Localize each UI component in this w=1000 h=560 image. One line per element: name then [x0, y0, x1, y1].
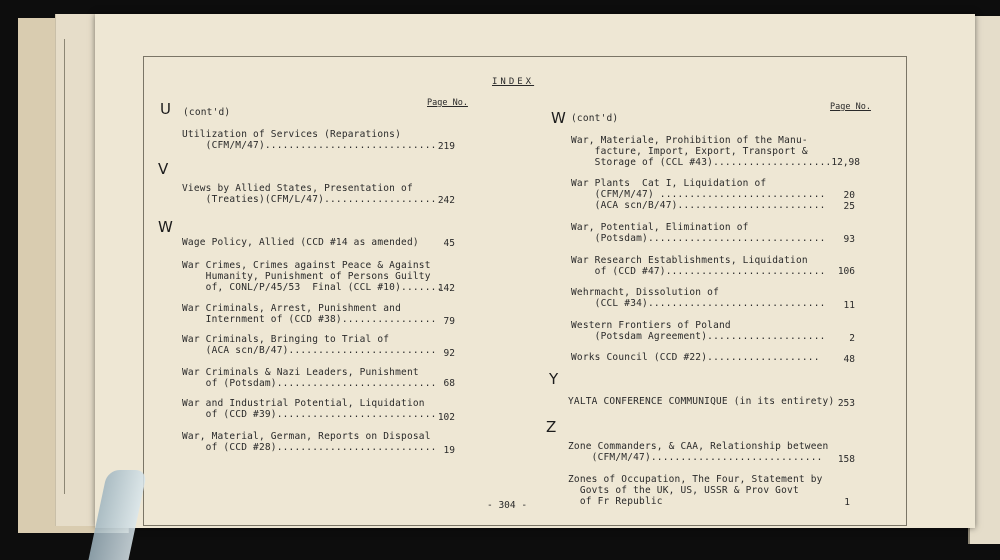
entry-zones-occupation-line2: Govts of the UK, US, USSR & Prov Govt [568, 485, 799, 496]
entry-war-material-line1: War, Material, German, Reports on Disposal [182, 431, 431, 442]
entry-war-plants-page: 20 [843, 190, 855, 201]
entry-views-line2: (Treaties)(CFM/L/47)................... [182, 194, 437, 205]
entry-zone-commanders-page: 158 [837, 454, 855, 465]
entry-utilization-line2: (CFM/M/47)............................. [182, 140, 437, 151]
section-letter-u: U [160, 100, 171, 118]
entry-utilization-line1: Utilization of Services (Reparations) [182, 129, 402, 140]
entry-yalta-line1: YALTA CONFERENCE COMMUNIQUE (in its entirety) [568, 396, 835, 407]
underlying-page-rule [64, 39, 65, 494]
entry-zone-commanders-line1: Zone Commanders, & CAA, Relationship between [568, 441, 829, 452]
entry-war-material-line2: of (CCD #28)........................... [182, 442, 437, 453]
section-letter-w: W [158, 218, 173, 236]
entry-nazi-leaders-page: 68 [443, 378, 455, 389]
entry-war-plants-page2: 25 [843, 201, 855, 212]
entry-wehrmacht-line2: (CCL #34).............................. [571, 298, 826, 309]
entry-war-crimes-line3: of, CONL/P/45/53 Final (CCL #10)....... [182, 282, 443, 293]
entry-works-council-line1: Works Council (CCD #22)................... [571, 352, 820, 363]
entry-industrial-potential-page: 102 [437, 412, 455, 423]
entry-war-crimes-line2: Humanity, Punishment of Persons Guilty [182, 271, 431, 282]
entry-nazi-leaders-line1: War Criminals & Nazi Leaders, Punishment [182, 367, 419, 378]
entry-war-plants-line3: (ACA scn/B/47)......................... [571, 200, 826, 211]
section-cont-u: (cont'd) [183, 107, 231, 118]
entry-war-potential-page: 93 [843, 234, 855, 245]
section-letter-v: V [158, 160, 169, 178]
entry-war-material-page: 19 [443, 445, 455, 456]
entry-war-crimes-line1: War Crimes, Crimes against Peace & Against [182, 260, 431, 271]
entry-war-potential-line1: War, Potential, Elimination of [571, 222, 749, 233]
entry-war-criminals-arrest-line1: War Criminals, Arrest, Punishment and [182, 303, 402, 314]
section-letter-z: Z [546, 418, 557, 436]
entry-views-page: 242 [437, 195, 455, 206]
entry-utilization-page: 219 [437, 141, 455, 152]
entry-wage-page: 45 [443, 238, 455, 249]
page-number-footer: - 304 - [487, 500, 528, 511]
entry-war-materiale-page: 12,98 [831, 157, 860, 168]
entry-zone-commanders-line2: (CFM/M/47)............................. [568, 452, 823, 463]
entry-war-crimes-page: 142 [437, 283, 455, 294]
entry-war-materiale-line2: facture, Import, Export, Transport & [571, 146, 808, 157]
entry-works-council-page: 48 [843, 354, 855, 365]
entry-war-research-line2: of (CCD #47)........................... [571, 266, 826, 277]
entry-wehrmacht-line1: Wehrmacht, Dissolution of [571, 287, 719, 298]
entry-industrial-potential-line1: War and Industrial Potential, Liquidation [182, 398, 425, 409]
entry-nazi-leaders-line2: of (Potsdam)........................... [182, 378, 437, 389]
entry-wage-line1: Wage Policy, Allied (CCD #14 as amended) [182, 237, 419, 248]
section-letter-y: Y [549, 370, 559, 388]
entry-war-criminals-arrest-page: 79 [443, 316, 455, 327]
page-title: INDEX [492, 77, 535, 87]
entry-zones-occupation-page: 1 [844, 497, 850, 508]
index-page [95, 14, 975, 528]
entry-western-frontiers-page: 2 [849, 333, 855, 344]
entry-war-research-line1: War Research Establishments, Liquidation [571, 255, 808, 266]
page-no-header-right: Page No. [830, 102, 871, 112]
entry-war-plants-line1: War Plants Cat I, Liquidation of [571, 178, 767, 189]
section-letter-w-cont: W [551, 109, 566, 127]
entry-wehrmacht-page: 11 [843, 300, 855, 311]
entry-war-criminals-arrest-line2: Internment of (CCD #38)................ [182, 314, 437, 325]
section-cont-w: (cont'd) [571, 113, 619, 124]
entry-western-frontiers-line2: (Potsdam Agreement).................... [571, 331, 826, 342]
entry-war-potential-line2: (Potsdam).............................. [571, 233, 826, 244]
entry-war-materiale-line1: War, Materiale, Prohibition of the Manu- [571, 135, 808, 146]
page-no-header-left: Page No. [427, 98, 468, 108]
entry-yalta-page: 253 [837, 398, 855, 409]
entry-industrial-potential-line2: of (CCD #39)........................... [182, 409, 437, 420]
entry-zones-occupation-line1: Zones of Occupation, The Four, Statement by [568, 474, 823, 485]
entry-zones-occupation-line3: of Fr Republic [568, 496, 663, 507]
entry-war-materiale-line3: Storage of (CCL #43).................... [571, 157, 832, 168]
entry-war-research-page: 106 [837, 266, 855, 277]
entry-war-criminals-trial-line1: War Criminals, Bringing to Trial of [182, 334, 390, 345]
entry-views-line1: Views by Allied States, Presentation of [182, 183, 413, 194]
entry-war-criminals-trial-page: 92 [443, 348, 455, 359]
entry-western-frontiers-line1: Western Frontiers of Poland [571, 320, 731, 331]
entry-war-criminals-trial-line2: (ACA scn/B/47)......................... [182, 345, 437, 356]
entry-war-plants-line2: (CFM/M/47) ............................ [571, 189, 826, 200]
